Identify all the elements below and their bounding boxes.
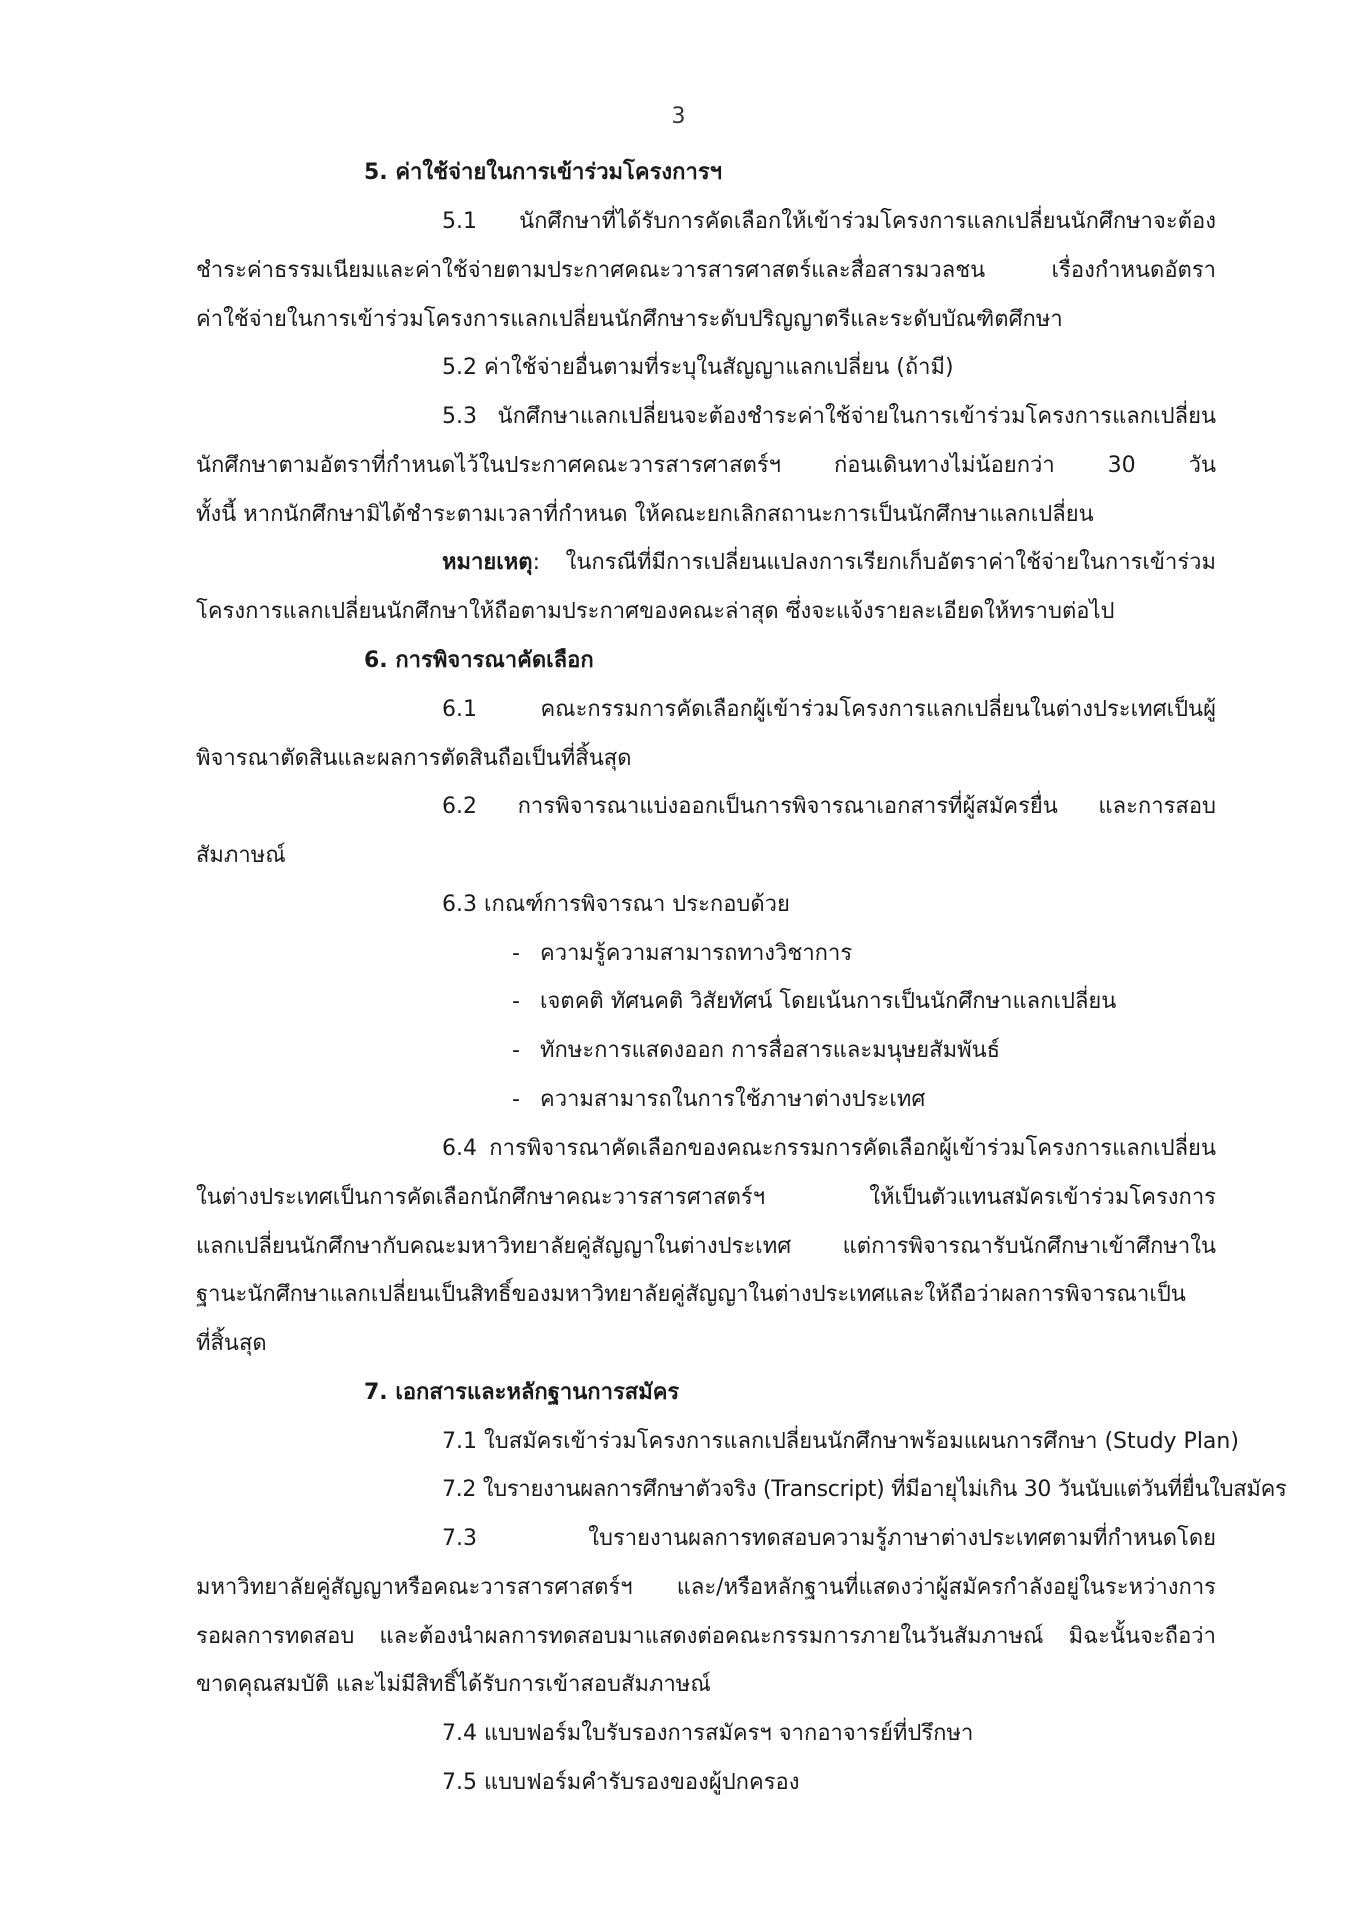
s5-p1-line2: ชำระค่าธรรมเนียมและค่าใช้จ่ายตามประกาศคณะวารสารศาสตร์และสื่อสารมวลชน เรื่องกำหนดอัตรา	[196, 258, 1216, 283]
s7-p3-line1: 7.3 ใบรายงานผลการทดสอบความรู้ภาษาต่างประเทศตามที่กำหนดโดย	[442, 1526, 1216, 1551]
s5-note-line2: โครงการแลกเปลี่ยนนักศึกษาให้ถือตามประกาศของคณะล่าสุด ซึ่งจะแจ้งรายละเอียดให้ทราบต่อไป	[196, 599, 1115, 624]
s7-p5: 7.5 แบบฟอร์มคำรับรองของผู้ปกครอง	[442, 1770, 800, 1795]
s6-p3: 6.3 เกณฑ์การพิจารณา ประกอบด้วย	[442, 892, 790, 917]
page-number: 3	[671, 104, 686, 129]
s7-p4: 7.4 แบบฟอร์มใบรับรองการสมัครฯ จากอาจารย์ที่ปรึกษา	[442, 1721, 974, 1746]
s6-p2-line1: 6.2 การพิจารณาแบ่งออกเป็นการพิจารณาเอกสารที่ผู้สมัครยื่น และการสอบ	[442, 794, 1216, 819]
s5-p1-line3: ค่าใช้จ่ายในการเข้าร่วมโครงการแลกเปลี่ยนนักศึกษาระดับปริญญาตรีและระดับบัณฑิตศึกษา	[196, 307, 1063, 332]
s6-p4-line4: ฐานะนักศึกษาแลกเปลี่ยนเป็นสิทธิ์ของมหาวิทยาลัยคู่สัญญาในต่างประเทศและให้ถือว่าผลการพิจารณาเป็น	[196, 1282, 1186, 1307]
note-label: หมายเหตุ	[442, 550, 533, 575]
criteria-item: - ทักษะการแสดงออก การสื่อสารและมนุษยสัมพันธ์	[512, 1036, 1000, 1066]
bullet-dash: -	[512, 989, 520, 1014]
s6-p4-line3: แลกเปลี่ยนนักศึกษากับคณะมหาวิทยาลัยคู่สัญญาในต่างประเทศ แต่การพิจารณารับนักศึกษาเข้าศึกษาใน	[196, 1234, 1216, 1259]
s6-p1-line2: พิจารณาตัดสินและผลการตัดสินถือเป็นที่สิ้นสุด	[196, 746, 632, 771]
s5-note-line1	[196, 548, 1216, 578]
criteria-item: - เจตคติ ทัศนคติ วิสัยทัศน์ โดยเน้นการเป็นนักศึกษาแลกเปลี่ยน	[512, 987, 1116, 1017]
s7-p3-line4: ขาดคุณสมบัติ และไม่มีสิทธิ์ได้รับการเข้าสอบสัมภาษณ์	[196, 1672, 711, 1697]
s6-p4-line5: ที่สิ้นสุด	[196, 1331, 267, 1356]
section-7-heading: 7. เอกสารและหลักฐานการสมัคร	[364, 1380, 680, 1405]
criteria-item: - ความรู้ความสามารถทางวิชาการ	[512, 939, 852, 969]
section-6-heading: 6. การพิจารณาคัดเลือก	[364, 648, 594, 673]
s5-p3-line1: 5.3 นักศึกษาแลกเปลี่ยนจะต้องชำระค่าใช้จ่ายในการเข้าร่วมโครงการแลกเปลี่ยน	[442, 404, 1216, 429]
s5-p1-line1: 5.1 นักศึกษาที่ได้รับการคัดเลือกให้เข้าร่วมโครงการแลกเปลี่ยนนักศึกษาจะต้อง	[442, 209, 1216, 234]
s5-p3-line2: นักศึกษาตามอัตราที่กำหนดไว้ในประกาศคณะวารสารศาสตร์ฯ ก่อนเดินทางไม่น้อยกว่า 30 วัน	[196, 453, 1216, 478]
s5-p2: 5.2 ค่าใช้จ่ายอื่นตามที่ระบุในสัญญาแลกเปลี่ยน (ถ้ามี)	[442, 355, 954, 380]
s6-p4-line2: ในต่างประเทศเป็นการคัดเลือกนักศึกษาคณะวารสารศาสตร์ฯ ให้เป็นตัวแทนสมัครเข้าร่วมโครงการ	[196, 1185, 1216, 1210]
section-5-heading: 5. ค่าใช้จ่ายในการเข้าร่วมโครงการฯ	[364, 160, 722, 185]
note-text: : ในกรณีที่มีการเปลี่ยนแปลงการเรียกเก็บอัตราค่าใช้จ่ายในการเข้าร่วม	[532, 550, 1216, 575]
s5-p3-line3: ทั้งนี้ หากนักศึกษามิได้ชำระตามเวลาที่กำหนด ให้คณะยกเลิกสถานะการเป็นนักศึกษาแลกเปลี่ยน	[196, 502, 1094, 527]
bullet-dash: -	[512, 1038, 520, 1063]
s6-p1-line1: 6.1 คณะกรรมการคัดเลือกผู้เข้าร่วมโครงการแลกเปลี่ยนในต่างประเทศเป็นผู้	[442, 697, 1216, 722]
criteria-item: - ความสามารถในการใช้ภาษาต่างประเทศ	[512, 1085, 925, 1115]
bullet-dash: -	[512, 1087, 520, 1112]
bullet-dash: -	[512, 941, 520, 966]
s7-p1: 7.1 ใบสมัครเข้าร่วมโครงการแลกเปลี่ยนนักศึกษาพร้อมแผนการศึกษา (Study Plan)	[442, 1429, 1239, 1454]
s7-p3-line2: มหาวิทยาลัยคู่สัญญาหรือคณะวารสารศาสตร์ฯ และ/หรือหลักฐานที่แสดงว่าผู้สมัครกำลังอยู่ในระหว่างการ	[196, 1575, 1216, 1600]
s6-p4-line1: 6.4 การพิจารณาคัดเลือกของคณะกรรมการคัดเลือกผู้เข้าร่วมโครงการแลกเปลี่ยน	[442, 1136, 1216, 1161]
s7-p3-line3: รอผลการทดสอบ และต้องนำผลการทดสอบมาแสดงต่อคณะกรรมการภายในวันสัมภาษณ์ มิฉะนั้นจะถือว่า	[196, 1624, 1216, 1649]
s7-p2: 7.2 ใบรายงานผลการศึกษาตัวจริง (Transcript) ที่มีอายุไม่เกิน 30 วันนับแต่วันที่ยื่นใบสมัคร	[442, 1477, 1287, 1502]
s6-p2-line2: สัมภาษณ์	[196, 843, 286, 868]
